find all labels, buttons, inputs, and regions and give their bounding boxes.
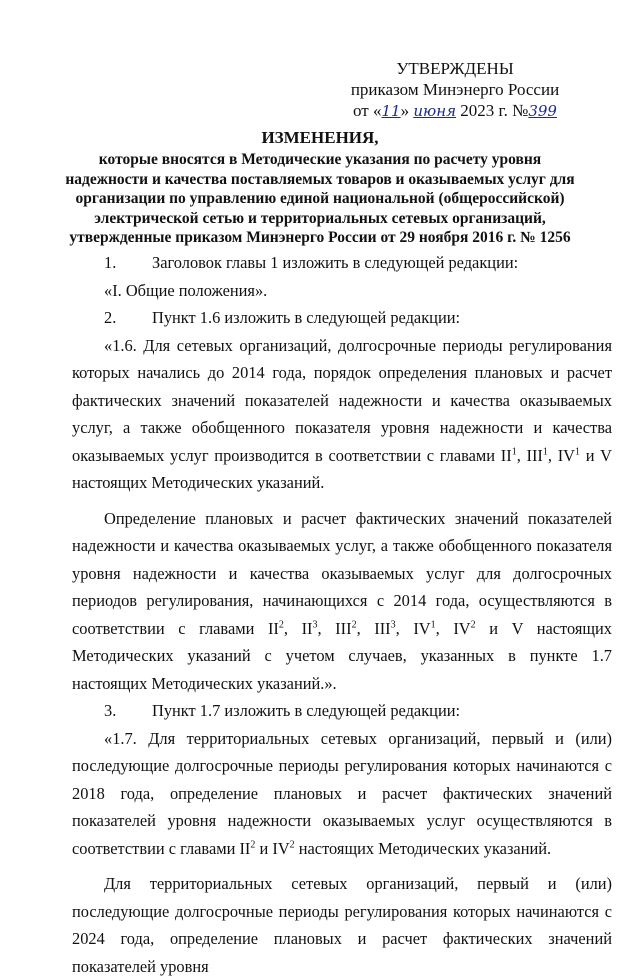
p7-sup-2: 2 [289,839,295,851]
document-heading [60,128,580,248]
date-prefix: от « [353,101,382,120]
p7-text-b: и IV [255,838,290,858]
p4-sup-1: 1 [511,446,517,458]
p5-text-f: , IV [435,618,471,638]
paragraph-1-number: 1. [104,253,117,272]
p5-text-g: и V настоящих Методических указаний с учетом случаев, указанных в пункте 1.7 настоящих Методических указаний.». [72,618,613,693]
p4-text-d: и V настоящих Методических указаний. [72,445,613,492]
p5-text-e: , IV [395,618,431,638]
p4-text-c: , IV [547,445,575,465]
p5-sup-3: 2 [351,619,357,631]
p4-text-a: «1.6. Для сетевых организаций, долгосрочные периоды регулирования которых начались до 2014 года, порядок определения плановых и расчет фактических значений показателей надежности и качества оказываемых услуг, а также обобщенного показателя уровня надежности и качества оказываемых услуг производится в соответствии с главами II [72,335,612,465]
paragraph-3 [72,304,612,332]
paragraph-6-text: Пункт 1.7 изложить в следующей редакции: [152,701,461,720]
paragraph-5 [72,505,612,698]
handwritten-number: 399 [528,102,557,120]
paragraph-1 [72,249,612,277]
approval-word: УТВЕРЖДЕНЫ [396,59,514,78]
paragraph-4 [72,332,612,497]
p5-text-d: , III [356,618,391,638]
p4-text-b: , III [516,445,543,465]
approval-order-line: приказом Минэнерго России [350,80,560,99]
p5-sup-2: 3 [312,619,318,631]
paragraph-3-number: 2. [104,308,117,327]
p5-text-b: , II [283,618,313,638]
paragraph-8: Для территориальных сетевых организаций, первый и (или) последующие долгосрочные периоды регулирования которых начинаются с 2024 года, определение плановых и расчет фактических значений показателей уровня [72,874,612,976]
handwritten-day: 11 [381,102,401,120]
p5-sup-1: 2 [278,619,284,631]
p5-text-c: , III [317,618,352,638]
approval-date-line [330,100,580,122]
paragraph-6-number: 3. [104,701,117,720]
p5-sup-4: 3 [390,619,396,631]
paragraph-2: «I. Общие положения». [104,280,268,300]
approval-block [330,58,580,122]
p5-text-a: Определение плановых и расчет фактических значений показателей надежности и качества оказываемых услуг, а также обобщенного показателя уровня надежности и качества оказываемых услуг для долгосрочных периодов регулирования, начинающихся с 2014 года, осуществляются в соответствии с главами II [72,508,612,638]
p4-sup-3: 1 [575,446,580,458]
document-subtitle: которые вносятся в Методические указания по расчету уровня надежности и качества поставляемых товаров и оказываемых услуг для организации по управлению единой национальной (общероссийской) электрической сетью и территориальных сетевых организаций, утвержденные приказом Минэнерго России от 29 ноября 2016 г. № 1256 [65,151,575,246]
document-body [72,249,612,980]
p5-sup-6: 2 [470,619,476,631]
handwritten-month: июня [413,102,457,120]
p7-text-a: «1.7. Для территориальных сетевых организаций, первый и (или) последующие долгосрочные периоды регулирования которых начинаются с 2018 года, определение плановых и расчет фактических значений показателей уровня надежности оказываемых услуг осуществляются в соответствии с главами II [72,728,612,858]
paragraph-7 [72,725,612,863]
paragraph-1-text: Заголовок главы 1 изложить в следующей редакции: [152,253,519,272]
paragraph-3-text: Пункт 1.6 изложить в следующей редакции: [152,308,461,327]
date-year: 2023 г. № [460,101,529,120]
p4-sup-2: 1 [542,446,548,458]
date-mid: » [400,101,414,120]
document-title: ИЗМЕНЕНИЯ, [261,128,379,147]
p7-text-c: настоящих Методических указаний. [294,838,552,858]
p5-sup-5: 1 [430,619,436,631]
paragraph-6 [72,697,612,725]
p7-sup-1: 2 [250,839,256,851]
